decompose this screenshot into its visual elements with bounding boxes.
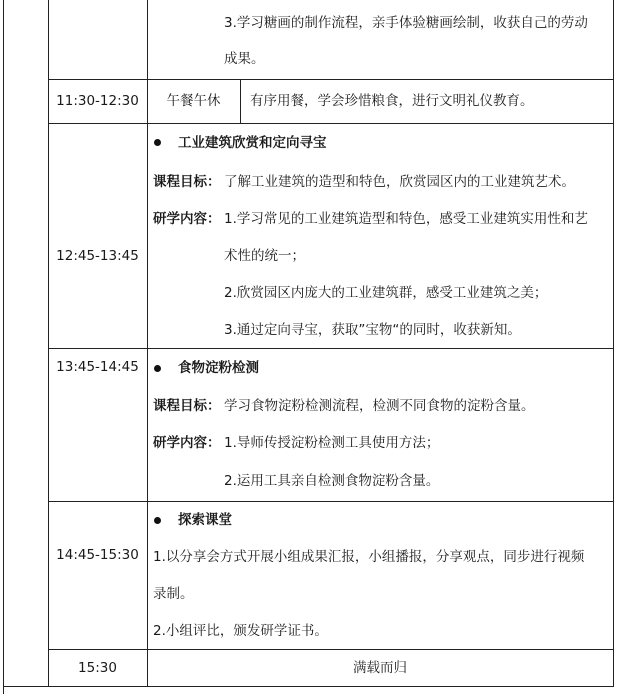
industrial-title: 工业建筑欣赏和定向寻宝	[178, 135, 327, 151]
bullet-icon	[154, 517, 161, 524]
industrial-content-line-3: 2.欣赏园区内庞大的工业建筑群，感受工业建筑之美；	[224, 285, 548, 301]
row-divider-1	[48, 79, 614, 80]
continued-line-1: 3.学习糖画的制作流程，亲手体验糖画绘制，收获自己的劳动	[224, 15, 588, 31]
explore-title: 探索课堂	[178, 512, 232, 528]
explore-line-3: 2.小组评比，颁发研学证书。	[153, 623, 328, 639]
return-description: 满载而归	[353, 660, 407, 676]
table-border-right	[613, 0, 614, 686]
industrial-time: 12:45-13:45	[56, 248, 139, 264]
industrial-content-label: 研学内容：	[153, 211, 221, 227]
row-divider-5	[48, 649, 614, 650]
row-divider-6	[3, 686, 614, 687]
bullet-icon	[154, 365, 161, 372]
explore-line-1: 1.以分享会方式开展小组成果汇报，小组播报，分享观点，同步进行视频	[153, 549, 585, 565]
starch-time: 13:45-14:45	[56, 359, 139, 375]
starch-content-line-2: 2.运用工具亲自检测食物淀粉含量。	[224, 473, 440, 489]
explore-line-2: 录制。	[153, 586, 194, 602]
continued-line-2: 成果。	[224, 51, 265, 67]
row-divider-3	[48, 348, 614, 349]
industrial-content-line-4: 3.通过定向寻宝，获取”宝物“的同时，收获新知。	[224, 322, 521, 338]
row-divider-2	[48, 123, 614, 124]
table-border-left	[3, 0, 4, 694]
starch-content-line-1: 1.导师传授淀粉检测工具使用方法；	[224, 435, 440, 451]
industrial-goal-text: 了解工业建筑的造型和特色，欣赏园区内的工业建筑艺术。	[224, 174, 575, 190]
column-divider-3	[240, 79, 241, 123]
row-divider-4	[48, 501, 614, 502]
industrial-goal-label: 课程目标：	[153, 174, 221, 190]
starch-goal-label: 课程目标：	[153, 398, 221, 414]
lunch-time: 11:30-12:30	[56, 93, 139, 109]
starch-goal-text: 学习食物淀粉检测流程，检测不同食物的淀粉含量。	[224, 398, 535, 414]
return-time: 15:30	[78, 660, 117, 676]
starch-title: 食物淀粉检测	[178, 360, 259, 376]
lunch-description: 有序用餐，学会珍惜粮食，进行文明礼仪教育。	[250, 93, 534, 109]
bullet-icon	[154, 139, 161, 146]
starch-content-label: 研学内容：	[153, 435, 221, 451]
explore-time: 14:45-15:30	[56, 547, 139, 563]
industrial-content-line-1: 1.学习常见的工业建筑造型和特色，感受工业建筑实用性和艺	[224, 211, 588, 227]
industrial-content-line-2: 术性的统一；	[224, 248, 305, 264]
lunch-activity: 午餐午休	[166, 93, 221, 109]
